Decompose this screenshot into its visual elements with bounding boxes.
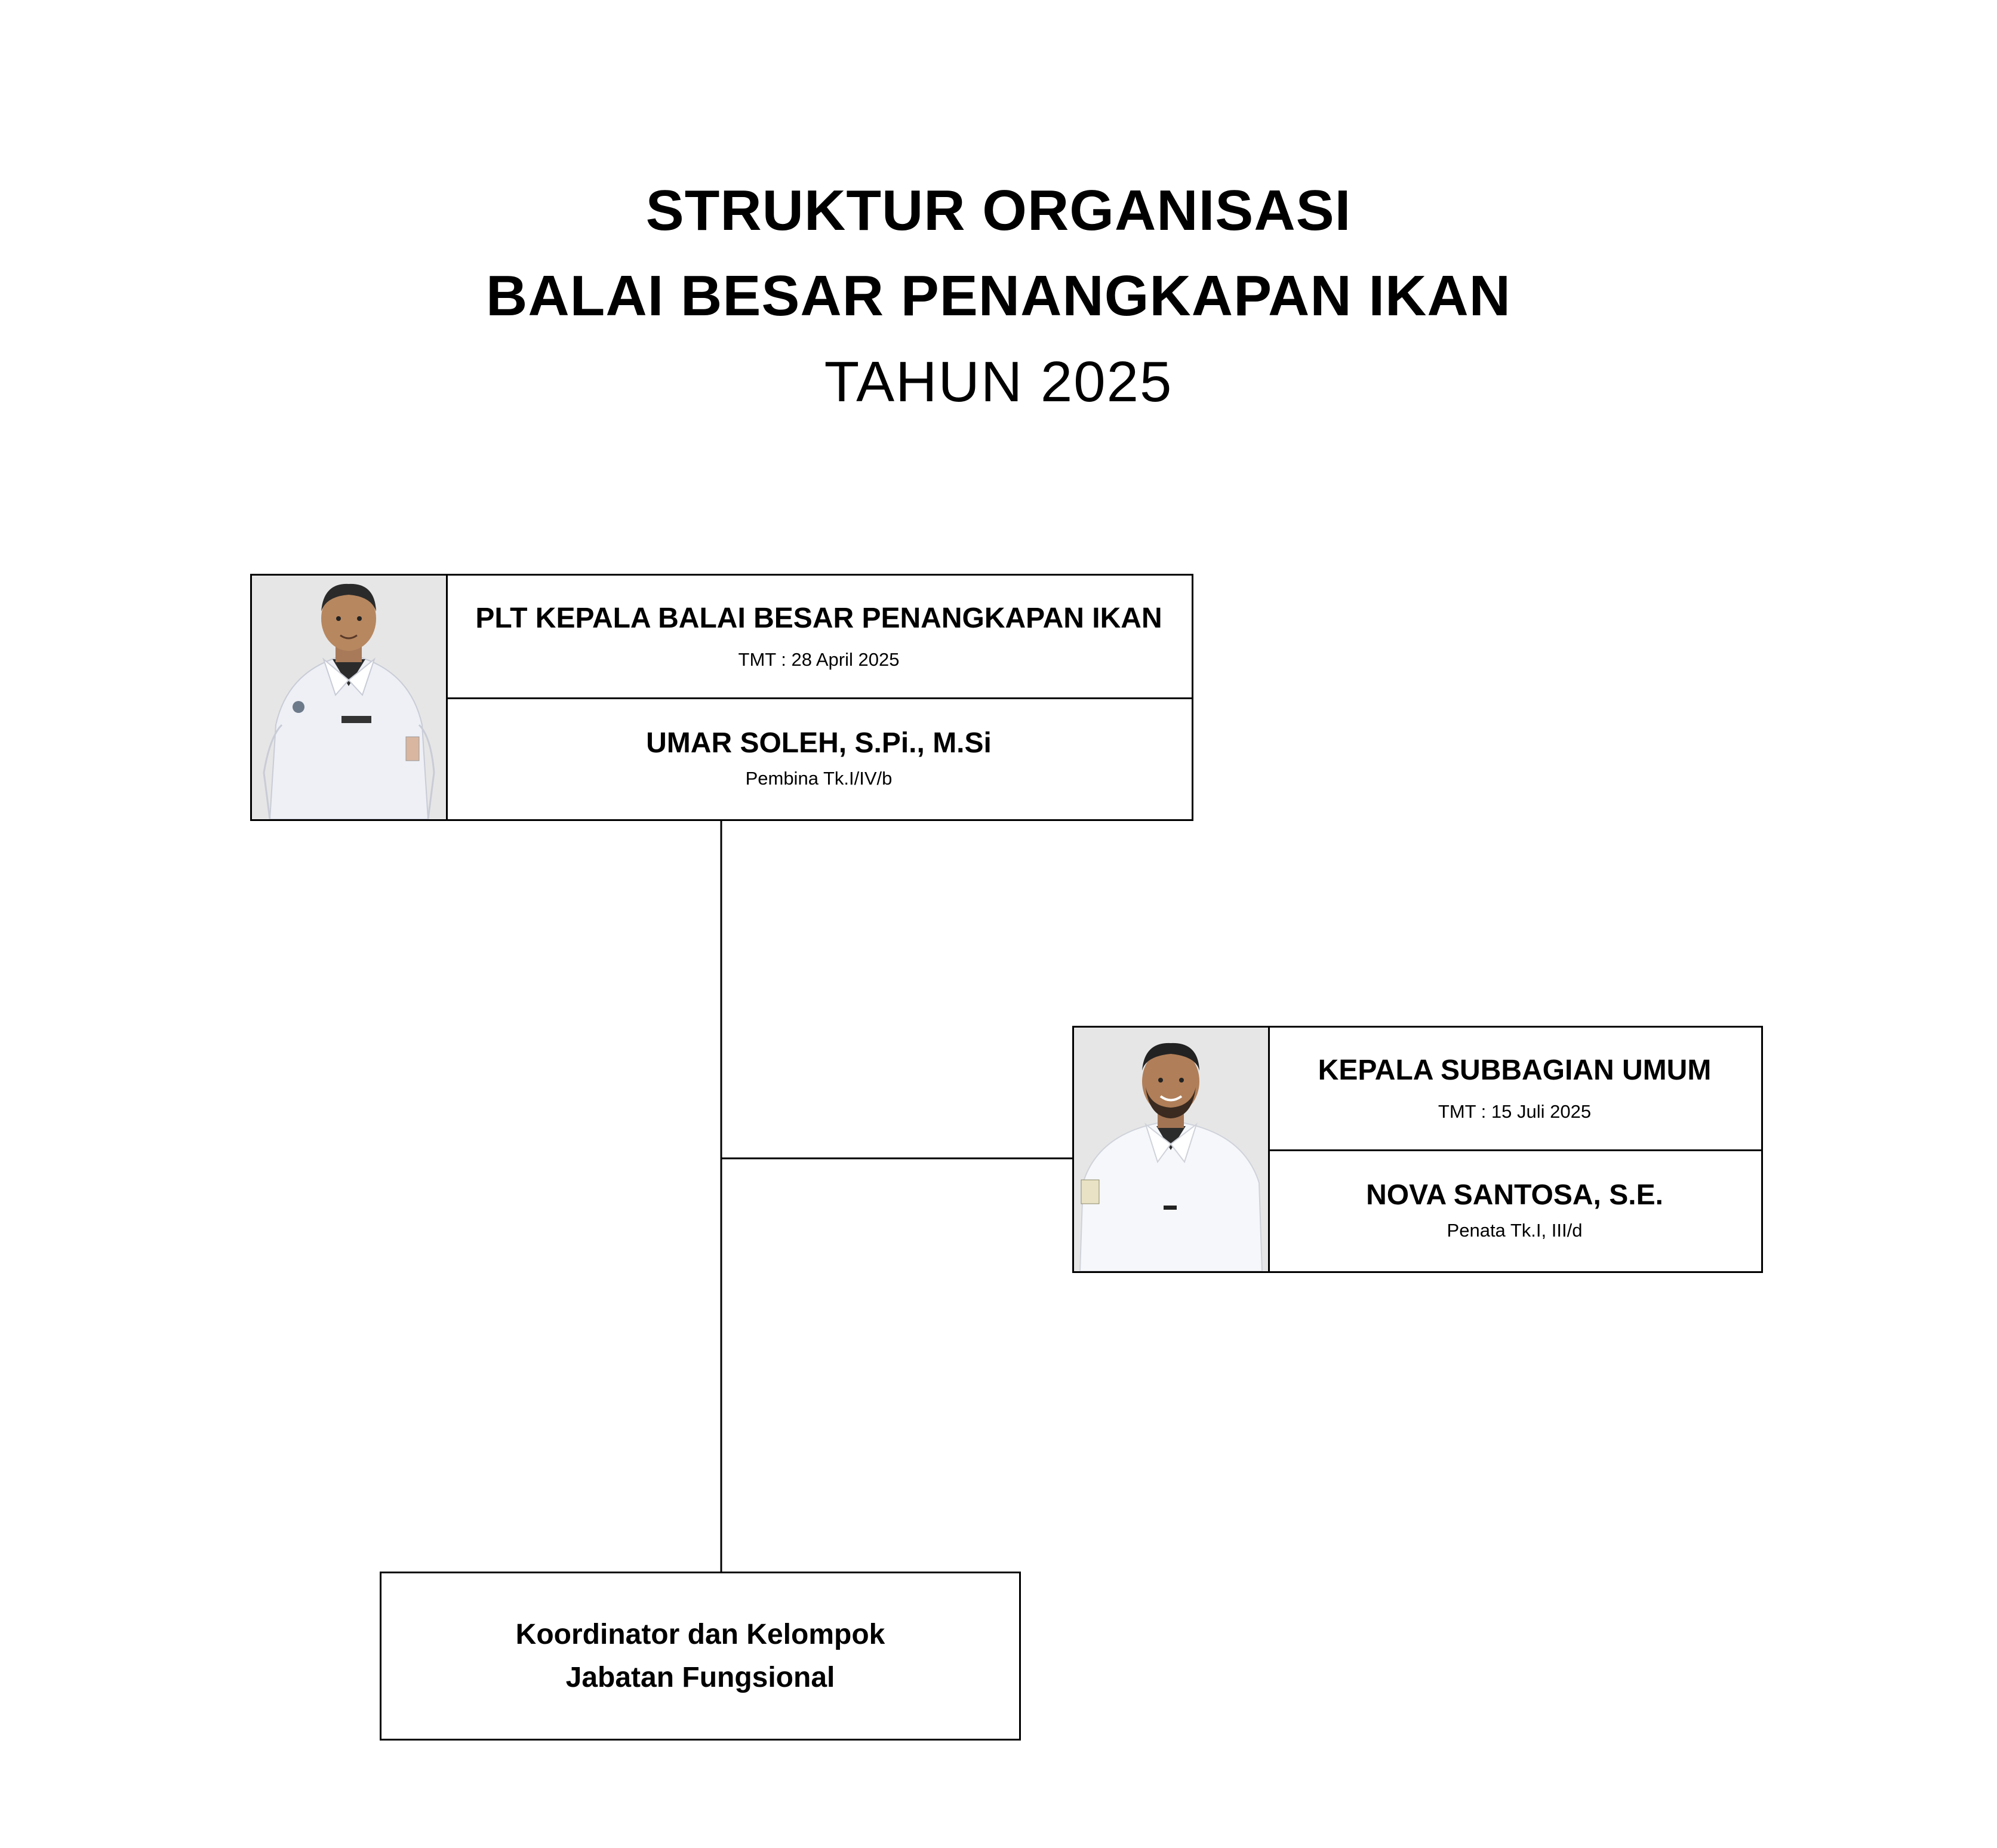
subbagian-tmt-date: TMT : 15 Juli 2025 — [1438, 1101, 1592, 1123]
org-node-fungsional — [380, 1572, 1021, 1741]
subbagian-position-cell — [1268, 1028, 1761, 1151]
kepala-person-cell — [446, 697, 1192, 819]
kepala-position-cell — [446, 576, 1192, 699]
fungsional-label — [516, 1613, 885, 1699]
kepala-person-name: UMAR SOLEH, S.Pi., M.Si — [646, 727, 992, 759]
org-node-subbagian — [1072, 1026, 1763, 1273]
person-portrait-icon — [252, 576, 446, 819]
org-node-kepala — [250, 574, 1193, 821]
subbagian-position-title: KEPALA SUBBAGIAN UMUM — [1318, 1054, 1712, 1086]
subbagian-photo — [1074, 1028, 1270, 1271]
fungsional-label-line-1: Koordinator dan Kelompok — [515, 1618, 885, 1650]
chart-title-line-2: BALAI BESAR PENANGKAPAN IKAN — [486, 264, 1511, 328]
chart-title-line-1: STRUKTUR ORGANISASI — [645, 179, 1352, 242]
kepala-position-title: PLT KEPALA BALAI BESAR PENANGKAPAN IKAN — [475, 602, 1162, 634]
kepala-photo — [252, 576, 448, 819]
person-portrait-icon — [1074, 1028, 1268, 1271]
kepala-person-rank: Pembina Tk.I/IV/b — [745, 768, 893, 789]
chart-title-year: TAHUN 2025 — [824, 350, 1173, 414]
subbagian-person-rank: Penata Tk.I, III/d — [1447, 1220, 1583, 1241]
kepala-tmt-date: TMT : 28 April 2025 — [738, 649, 900, 671]
subbagian-person-cell — [1268, 1149, 1761, 1271]
fungsional-label-line-2: Jabatan Fungsional — [565, 1661, 835, 1693]
subbagian-person-name: NOVA SANTOSA, S.E. — [1366, 1179, 1663, 1211]
